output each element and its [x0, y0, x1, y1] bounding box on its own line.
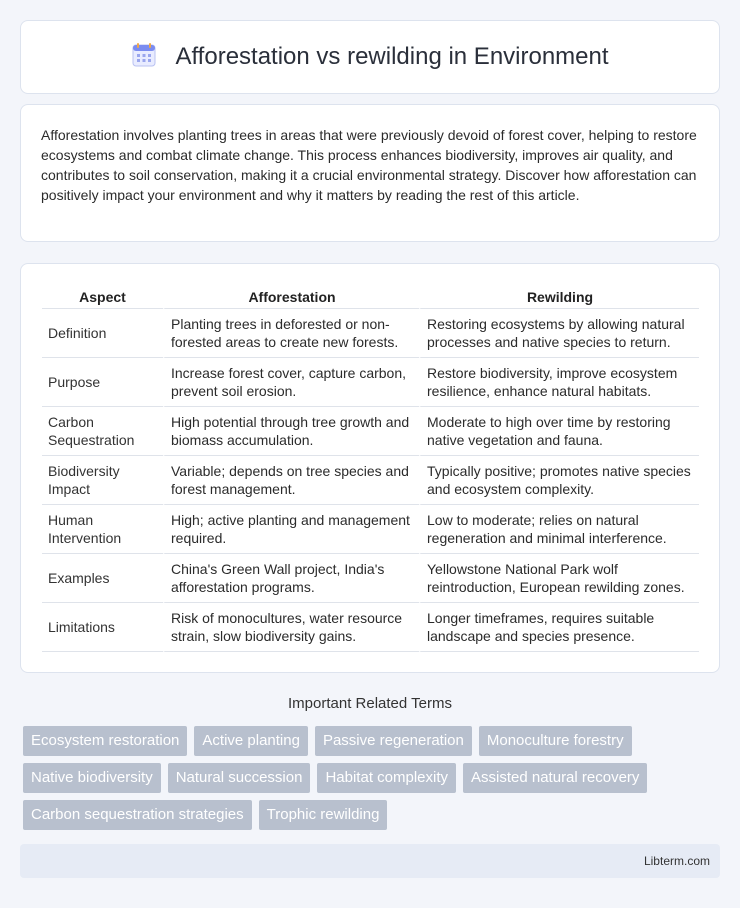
- table-row: [42, 505, 699, 554]
- header-card: [20, 20, 720, 94]
- row-afforestation: Variable; depends on tree species and forest management.: [163, 456, 419, 505]
- footer: [20, 844, 720, 878]
- row-aspect: Human Intervention: [42, 505, 163, 554]
- row-aspect: Definition: [42, 309, 163, 358]
- related-term-tag[interactable]: Passive regeneration: [315, 726, 472, 756]
- table-header-row: [42, 284, 699, 309]
- related-term-tag[interactable]: Monoculture forestry: [479, 726, 632, 756]
- row-afforestation: High; active planting and management required.: [163, 505, 419, 554]
- related-term-tag[interactable]: Natural succession: [168, 763, 311, 793]
- related-term-tag[interactable]: Habitat complexity: [317, 763, 456, 793]
- row-aspect: Limitations: [42, 603, 163, 652]
- table-row: [42, 603, 699, 652]
- comparison-card: [20, 263, 720, 673]
- table-row: [42, 358, 699, 407]
- row-aspect: Carbon Sequestration: [42, 407, 163, 456]
- calendar-grid-icon: [131, 42, 157, 73]
- intro-text: Afforestation involves planting trees in areas that were previously devoid of forest cover, helping to restore ecosystems and combat climate change. This process enhances biodiversity, improves air quality, and contributes to soil conservation, making it a crucial environmental strategy. Discover how afforestation can positively impact your environment and why it matters by reading the rest of this article.: [41, 127, 697, 203]
- related-terms-title: Important Related Terms: [288, 695, 452, 712]
- table-row: [42, 309, 699, 358]
- page-title: Afforestation vs rewilding in Environment: [175, 43, 609, 70]
- related-terms-list: [23, 726, 723, 830]
- table-row: [42, 554, 699, 603]
- intro-card: [20, 104, 720, 242]
- row-rewilding: Moderate to high over time by restoring native vegetation and fauna.: [419, 407, 699, 456]
- comparison-table: [42, 284, 699, 652]
- related-term-tag[interactable]: Carbon sequestration strategies: [23, 800, 252, 830]
- header-aspect: Aspect: [42, 284, 163, 309]
- row-afforestation: Risk of monocultures, water resource strain, slow biodiversity gains.: [163, 603, 419, 652]
- header-rewilding: Rewilding: [419, 284, 699, 309]
- row-rewilding: Restoring ecosystems by allowing natural processes and native species to return.: [419, 309, 699, 358]
- table-row: [42, 407, 699, 456]
- header-afforestation: Afforestation: [163, 284, 419, 309]
- row-rewilding: Longer timeframes, requires suitable landscape and species presence.: [419, 603, 699, 652]
- row-rewilding: Typically positive; promotes native species and ecosystem complexity.: [419, 456, 699, 505]
- related-term-tag[interactable]: Active planting: [194, 726, 308, 756]
- title-wrap: [131, 42, 608, 73]
- related-term-tag[interactable]: Assisted natural recovery: [463, 763, 647, 793]
- row-afforestation: Planting trees in deforested or non-forested areas to create new forests.: [163, 309, 419, 358]
- row-afforestation: High potential through tree growth and biomass accumulation.: [163, 407, 419, 456]
- row-rewilding: Low to moderate; relies on natural regeneration and minimal interference.: [419, 505, 699, 554]
- row-rewilding: Yellowstone National Park wolf reintroduction, European rewilding zones.: [419, 554, 699, 603]
- table-row: [42, 456, 699, 505]
- related-term-tag[interactable]: Ecosystem restoration: [23, 726, 187, 756]
- row-rewilding: Restore biodiversity, improve ecosystem resilience, enhance natural habitats.: [419, 358, 699, 407]
- row-aspect: Biodiversity Impact: [42, 456, 163, 505]
- footer-site-link[interactable]: Libterm.com: [643, 854, 710, 868]
- row-aspect: Examples: [42, 554, 163, 603]
- row-aspect: Purpose: [42, 358, 163, 407]
- row-afforestation: China's Green Wall project, India's afforestation programs.: [163, 554, 419, 603]
- related-term-tag[interactable]: Native biodiversity: [23, 763, 161, 793]
- row-afforestation: Increase forest cover, capture carbon, prevent soil erosion.: [163, 358, 419, 407]
- related-term-tag[interactable]: Trophic rewilding: [259, 800, 388, 830]
